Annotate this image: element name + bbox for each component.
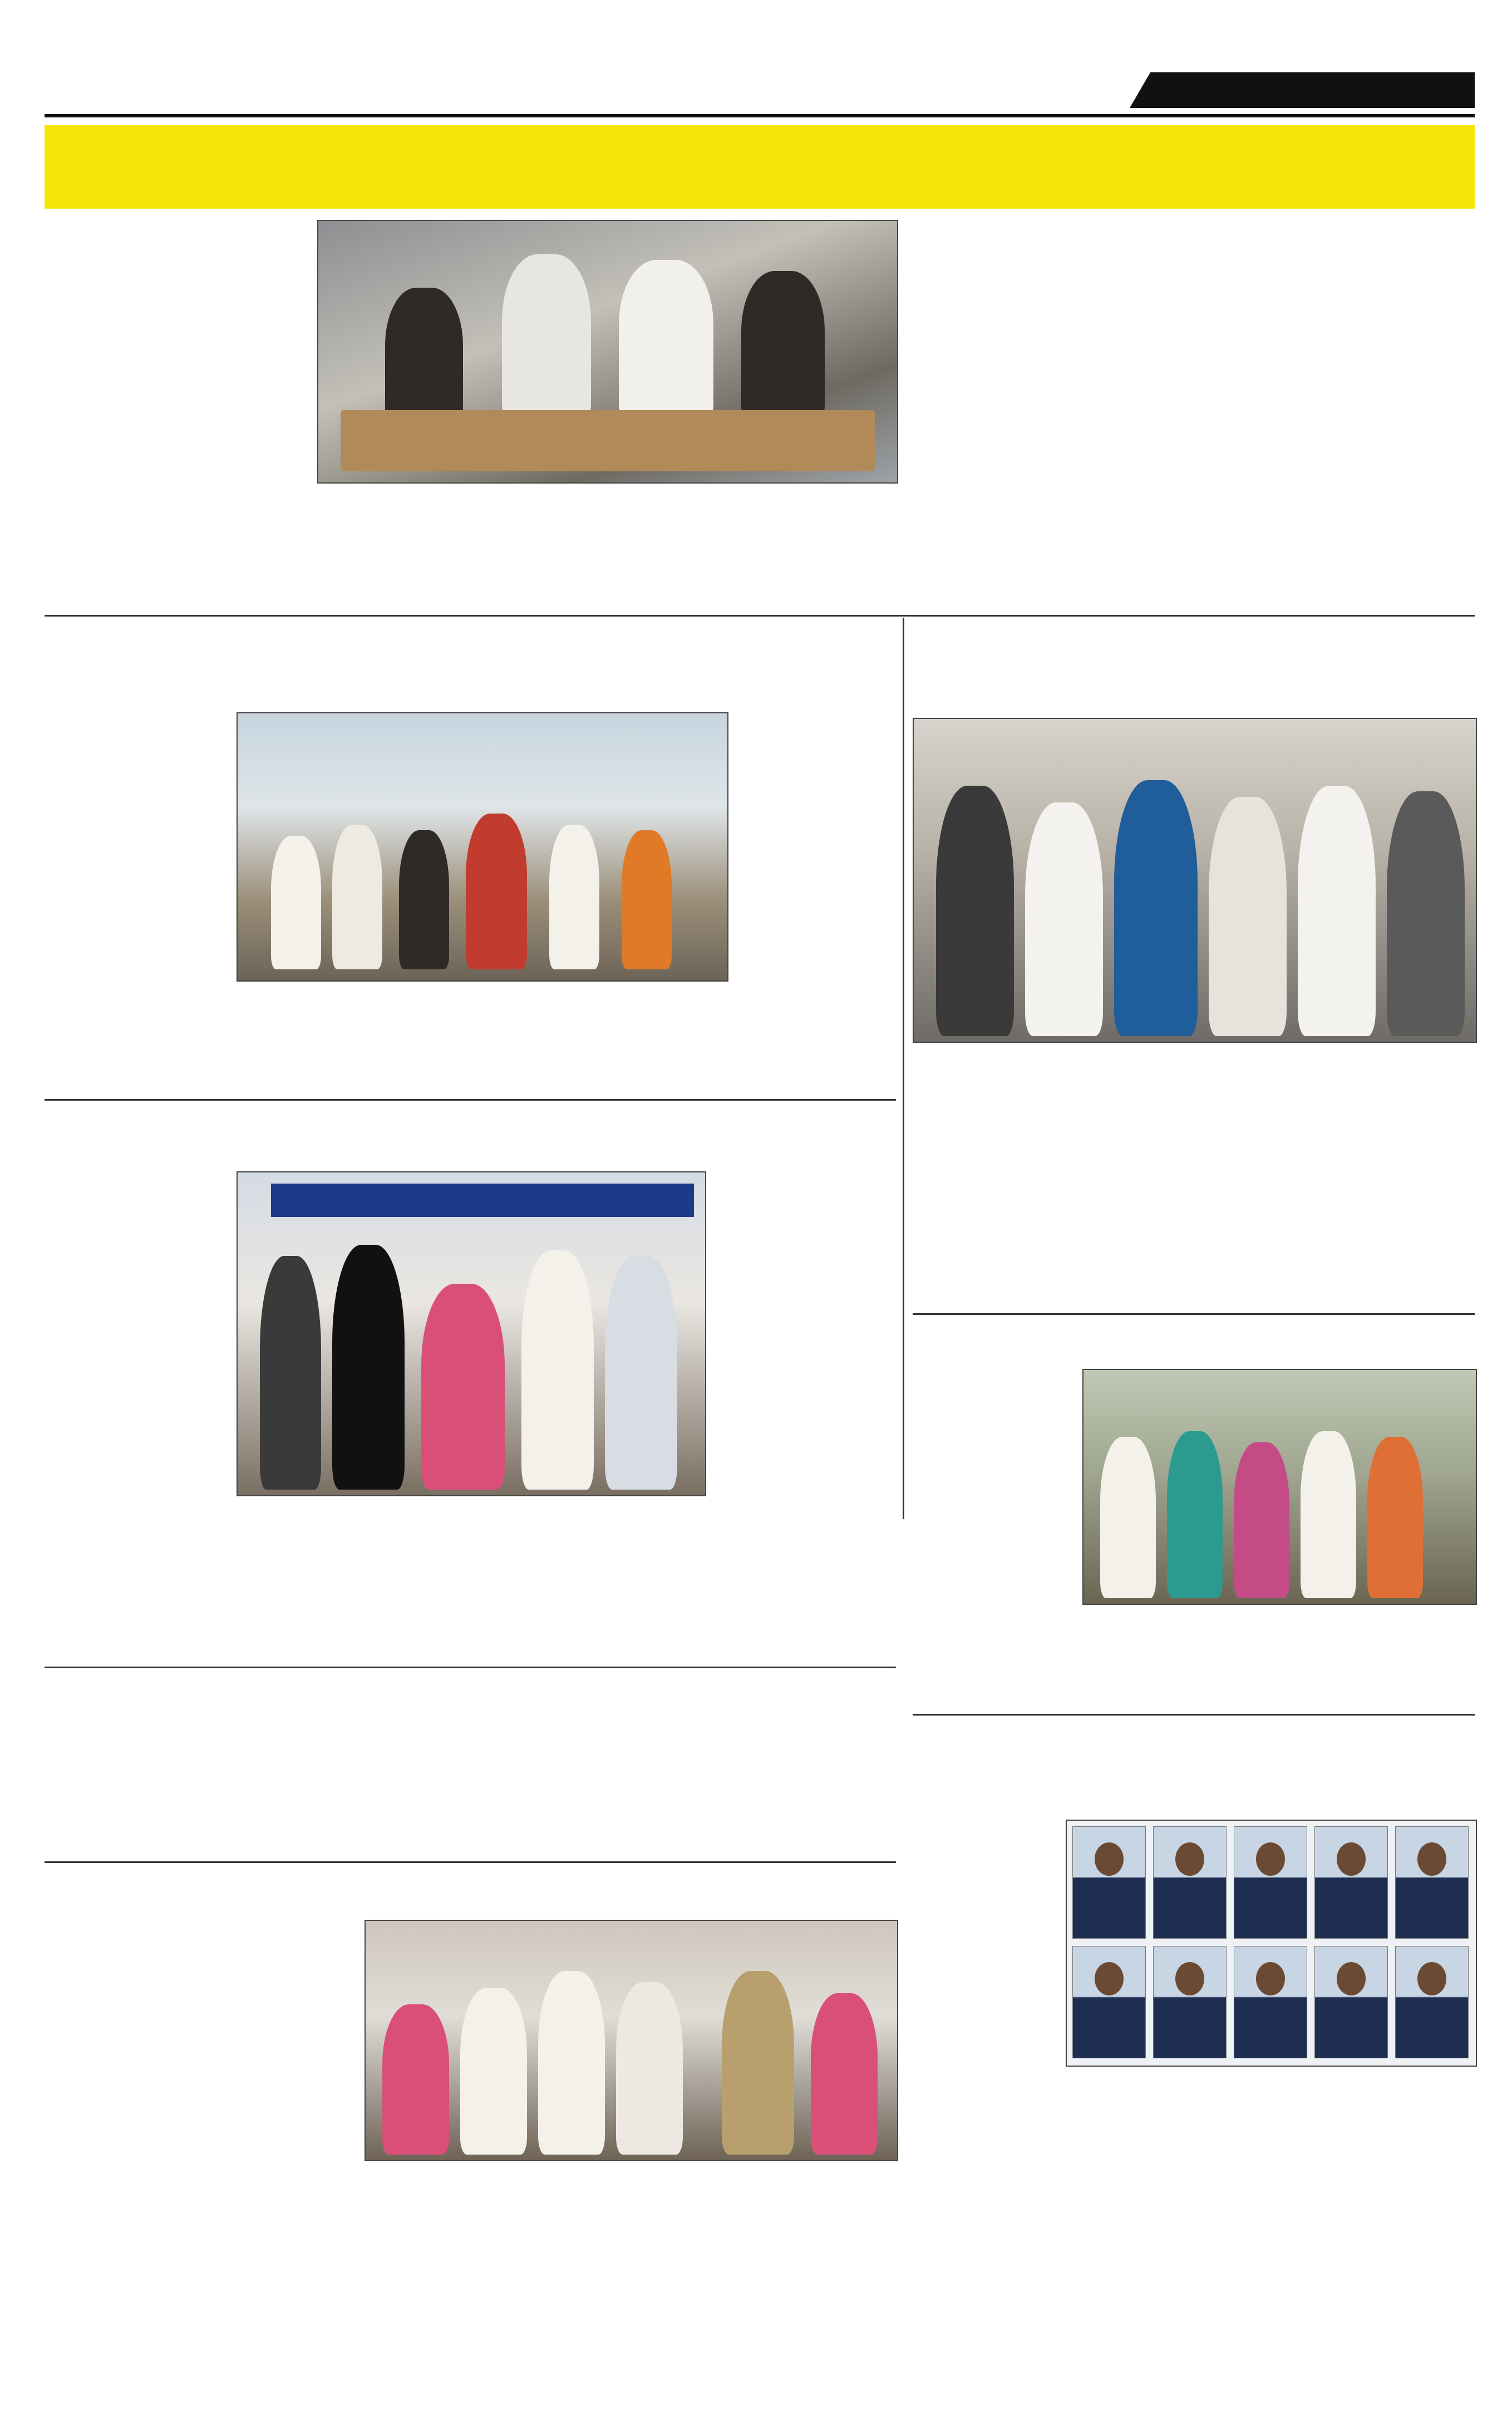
column-divider bbox=[903, 618, 904, 1519]
water-article-col2 bbox=[317, 490, 595, 607]
water-meeting-photo bbox=[317, 220, 898, 484]
road-article-col1 bbox=[45, 712, 228, 990]
divider bbox=[913, 1714, 1475, 1716]
criminal-article-col2 bbox=[365, 2167, 626, 2281]
criminal-memorandum-photo bbox=[365, 1920, 898, 2161]
upsc-article-col1 bbox=[45, 1171, 228, 1655]
road-article-col3 bbox=[735, 712, 896, 1091]
divider bbox=[45, 1667, 896, 1668]
upsc-caption bbox=[237, 1502, 704, 1658]
criminal-article-col3 bbox=[634, 2167, 896, 2281]
divider bbox=[45, 1099, 896, 1101]
sslc-toppers-photos bbox=[1066, 1820, 1477, 2067]
mungaru-article-col1 bbox=[913, 1049, 1191, 1305]
compound-petition-photo bbox=[1082, 1369, 1477, 1605]
top-banner bbox=[45, 125, 1475, 209]
masthead-rule bbox=[45, 114, 1475, 117]
divider bbox=[45, 615, 1475, 617]
divider bbox=[913, 1313, 1475, 1315]
road-bhoomi-puja-photo bbox=[237, 712, 728, 982]
diploma-article-col2 bbox=[331, 1714, 609, 1853]
water-article-col5 bbox=[1196, 220, 1475, 607]
diploma-article-col1 bbox=[45, 1714, 323, 1853]
water-article-col3 bbox=[607, 490, 896, 607]
mungaru-cm-meeting-photo bbox=[913, 718, 1477, 1043]
mungaru-article-col2 bbox=[1202, 1049, 1475, 1305]
divider bbox=[45, 1861, 896, 1863]
road-article-col2 bbox=[237, 988, 726, 1091]
upsc-felicitation-photo bbox=[237, 1171, 706, 1496]
water-article-col4 bbox=[907, 220, 1185, 607]
upsc-article-col2 bbox=[712, 1107, 896, 1658]
stage-banner bbox=[271, 1184, 694, 1217]
diploma-article-col3 bbox=[618, 1714, 896, 1853]
criminal-article-col1 bbox=[45, 1920, 356, 2281]
compound-article-col1 bbox=[913, 1369, 1074, 1703]
compound-article-col2 bbox=[1082, 1611, 1475, 1706]
date-box bbox=[1130, 72, 1475, 108]
sslc-article-col1 bbox=[913, 1820, 1057, 2276]
water-article-col1 bbox=[45, 220, 306, 509]
sslc-article-col2 bbox=[1066, 2073, 1475, 2279]
